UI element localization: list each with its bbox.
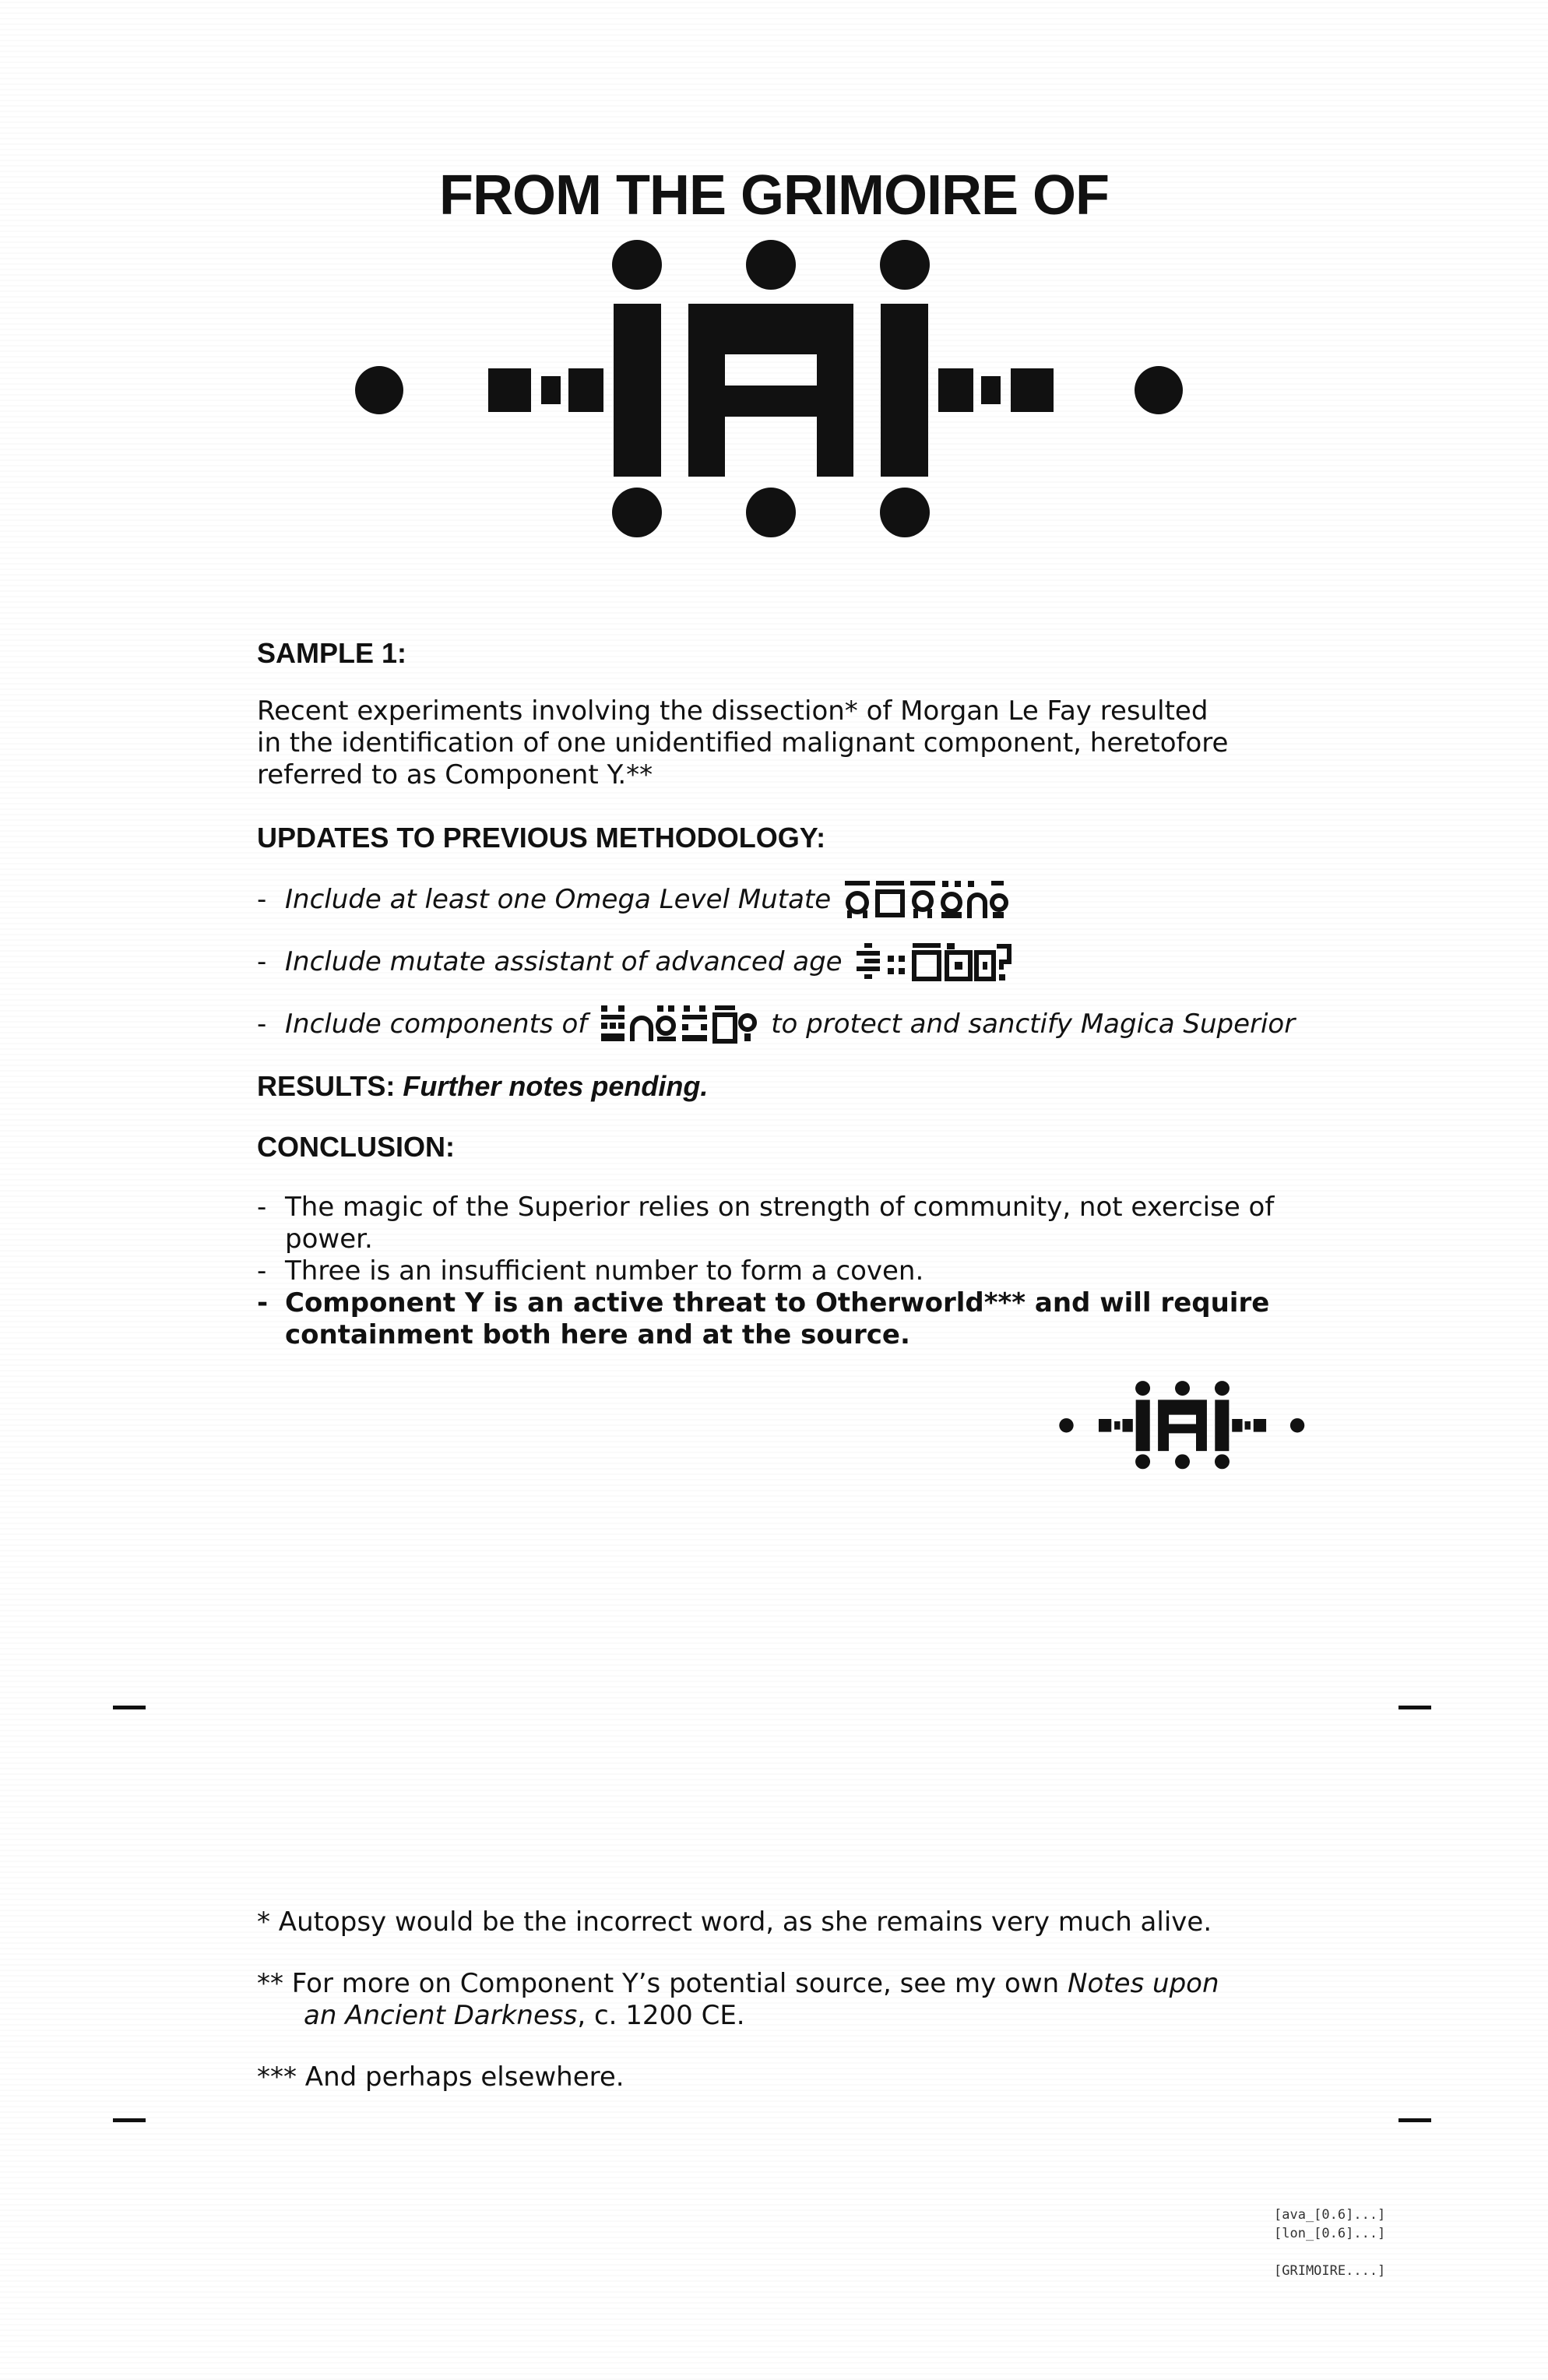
- updates-heading: UPDATES TO PREVIOUS METHODOLOGY:: [257, 822, 826, 854]
- sigil-bar: [614, 304, 661, 477]
- footnote-1: * Autopsy would be the incorrect word, as she remains very much alive.: [257, 1906, 1212, 1938]
- sample-label: SAMPLE 1:: [257, 637, 407, 669]
- sigil-dot: [746, 240, 796, 290]
- meta-line: [lon_[0.6]...]: [1274, 2226, 1386, 2241]
- conclusion-item: [257, 1192, 1378, 1255]
- sigil-dot: [880, 488, 930, 537]
- sigil-dot: [746, 488, 796, 537]
- update-item: [257, 1002, 1378, 1046]
- footnote-2: [257, 1968, 1378, 2032]
- footnote-2-title: Notes upon: [1068, 1968, 1219, 1999]
- crop-mark: [1398, 2118, 1431, 2122]
- update-item: [257, 940, 1378, 984]
- conclusion-item: [257, 1255, 1378, 1287]
- footnote-2-prefix: ** For more on Component Y’s potential source, see my own: [257, 1968, 1060, 1999]
- sigil-square: [938, 368, 973, 412]
- meta-codes: [1274, 2206, 1430, 2280]
- footnote-3: *** And perhaps elsewhere.: [257, 2061, 624, 2093]
- sigil-letter-a: [688, 304, 853, 477]
- bullet-dash: -: [257, 1009, 267, 1040]
- update-item: [257, 878, 1378, 921]
- crop-mark: [113, 1706, 146, 1709]
- iai-sigil-logo-small: [1059, 1378, 1308, 1472]
- conclusion-item-text: Component Y is an active threat to Otherworld*** and will require containment both here and at the source.: [285, 1287, 1270, 1350]
- update-item-text: to protect and sanctify Magica Superior: [771, 1009, 1296, 1040]
- update-item-text: Include mutate assistant of advanced age: [285, 946, 843, 977]
- update-item-text: Include components of: [285, 1009, 588, 1040]
- omega-mutate-glyph-icon: [845, 879, 1008, 920]
- bullet-dash: -: [257, 946, 267, 977]
- sigil-square: [488, 368, 531, 412]
- sigil-dot: [612, 488, 662, 537]
- bullet-dash: -: [257, 884, 267, 915]
- sigil-dot: [355, 366, 403, 414]
- sigil-dot: [1135, 366, 1183, 414]
- conclusion-item-text: The magic of the Superior relies on strength of community, not exercise of power.: [285, 1192, 1275, 1255]
- footnote-2-title-cont: an Ancient Darkness: [304, 2000, 578, 2031]
- conclusion-list: [257, 1192, 1378, 1351]
- iai-sigil-logo: [354, 238, 1195, 541]
- crop-mark: [1398, 1706, 1431, 1709]
- results-value: Further notes pending.: [403, 1070, 709, 1102]
- conclusion-item-text: Three is an insufficient number to form a coven.: [285, 1255, 924, 1287]
- bullet-dash: -: [257, 1255, 267, 1287]
- update-item-text: Include at least one Omega Level Mutate: [285, 884, 832, 915]
- sigil-dot: [612, 240, 662, 290]
- intro-line: Recent experiments involving the dissection* of Morgan Le Fay resulted: [257, 695, 1208, 727]
- sigil-square: [981, 376, 1001, 404]
- bullet-dash: -: [257, 1192, 267, 1223]
- conclusion-heading: CONCLUSION:: [257, 1131, 455, 1163]
- intro-paragraph: [257, 695, 1378, 791]
- crop-mark: [113, 2118, 146, 2122]
- footnotes: [257, 1906, 1378, 2093]
- mutate-assistant-glyph-icon: [857, 942, 1012, 982]
- page-title: FROM THE GRIMOIRE OF: [439, 164, 1109, 227]
- sigil-square: [541, 376, 561, 404]
- intro-line: in the identification of one unidentified malignant component, heretofore: [257, 727, 1229, 759]
- conclusion-item: [257, 1287, 1378, 1351]
- meta-line: [GRIMOIRE....]: [1274, 2263, 1386, 2279]
- footnote-2-suffix: , c. 1200 CE.: [577, 2000, 745, 2031]
- meta-line: [ava_[0.6]...]: [1274, 2207, 1386, 2223]
- sigil-square: [568, 368, 603, 412]
- results-line: [257, 1070, 1378, 1103]
- bullet-dash: -: [257, 1287, 269, 1319]
- components-glyph-icon: [601, 1004, 757, 1044]
- results-label: RESULTS:: [257, 1070, 396, 1102]
- sigil-dot: [880, 240, 930, 290]
- sigil-square: [1011, 368, 1054, 412]
- intro-line: referred to as Component Y.**: [257, 759, 653, 790]
- sigil-bar: [881, 304, 928, 477]
